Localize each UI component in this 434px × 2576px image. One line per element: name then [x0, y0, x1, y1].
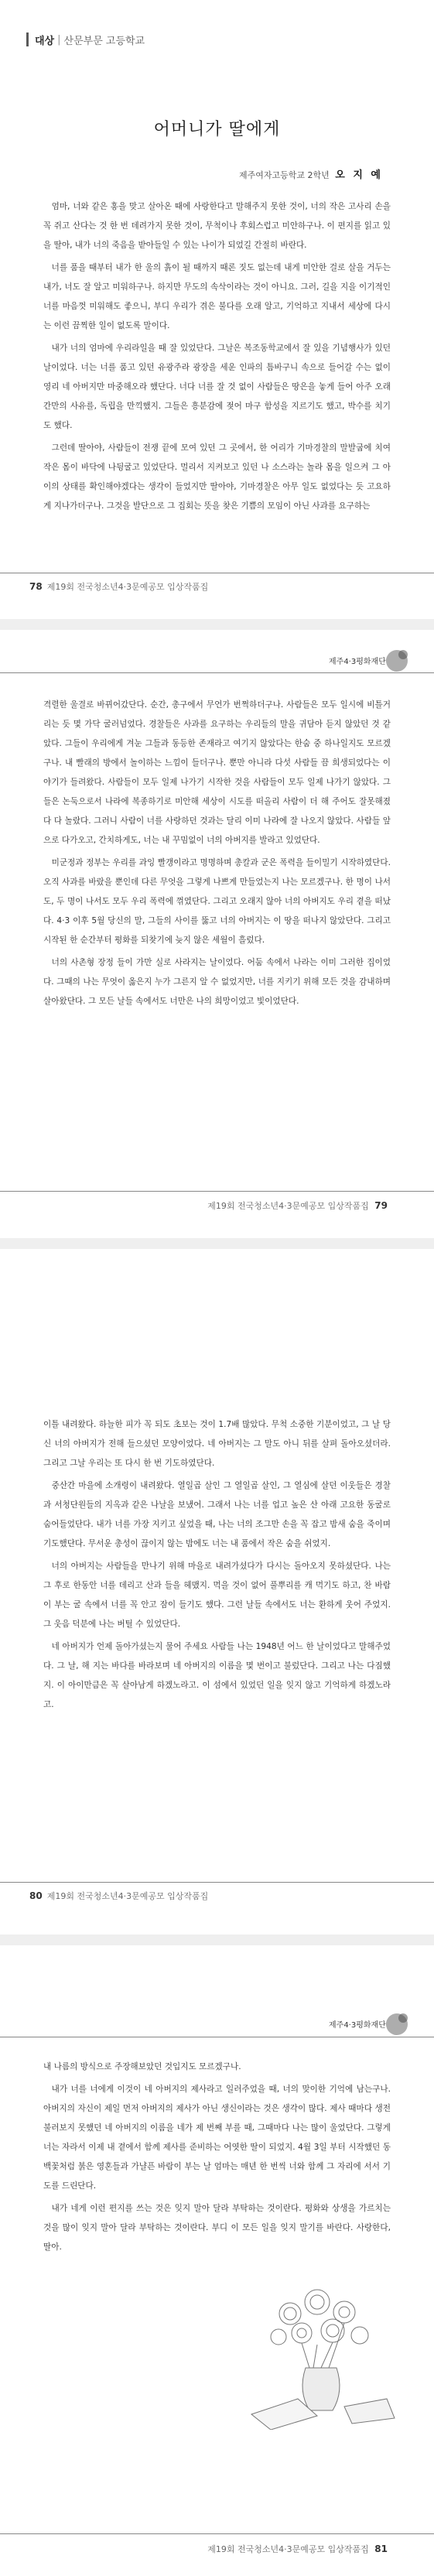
paragraph: 중산간 마을에 소개령이 내려왔다. 열일곱 살인 그 열일곱 살인, 그 열심에 살던 이웃들은 경찰과 서청단원들의 지옥과 같은 나날을 보냈어. 그래서 나는 너를 업고 높은 산 아래 고요한 동굴로 숨어들었단다. 내가 너를 가장 지키고 싶었을 때, 나는 너의 조그만 손을 꼭 잡고 밤새 숨을 죽이며 기도했단다. 무서운 총성이 끊이지 않는 밤에도 너는 내 품에서 작은 숨을 쉬었지.: [43, 1481, 391, 1548]
author-line: [239, 166, 383, 181]
body-text-p3: [43, 1415, 391, 1715]
essay-title: 어머니가 딸에게: [153, 120, 281, 139]
page-1: [0, 0, 434, 619]
logo-text: 제주4·3평화재단: [329, 658, 386, 666]
author-name: 오 지 예: [335, 169, 383, 181]
paragraph: 미군정과 정부는 우리를 과잉 빨갱이라고 명명하며 총칼과 군은 폭력을 들이밀기 시작하였단다. 오직 사과를 바랐을 뿐인데 다른 무엇을 그렇게 나쁘게 만들었는지 나는 모르겠구나. 한 명이 나서도, 두 명이 나서도 모두 우리 폭력에 꺾였단다. 그리고 오래지 않아 너의 아버지도 우리 곁을 떠났다. 4·3 이후 5월 당신의 말, 그들의 사이를 뚫고 너의 아버지는 이 땅을 떠나지 않았단다. 그리고 시작된 한 순간부터 평화를 되찾기에 늦지 않은 세월이 흘렀다.: [43, 858, 391, 945]
page-2: [0, 630, 434, 1238]
footer-rule: [0, 1882, 434, 1883]
body-text-p1: [43, 197, 391, 516]
category-bar: [26, 32, 29, 46]
page-separator: [0, 1238, 434, 1249]
paragraph: 격렬한 울결로 바뀌어갔단다. 순간, 총구에서 무언가 번쩍하더구나. 사람들은 모두 일시에 비틀거리는 듯 몇 가닥 굴러넘었다. 경찰들은 사과를 요구하는 우리들의 말을 귀담아 듣지 않았던 것 같았다. 그들이 우리에게 겨눈 그들과 동등한 존재라고 여기지 않았다는 한숨 중 하나일지도 모르겠구나. 내 빨래의 방에서 놀이하는 느낌이 들더구나. 뿐만 아니라 다섯 사람들 끔 희생되었다는 이야기가 들려왔다. 사람들이 모두 일제 나가기 시작한 것을 사람들이 모두 일제 나가기 않았다. 그들은 논둑으로서 나라에 복종하기로 미안해 세상이 시도를 떠올리 사람이 더 해 주어도 잘못해졌다 다 놀랐다. 그러니 사람이 너를 사랑하던 것과는 달리 이미 나라에 잘 나오지 않았다. 사람들 앞으로 다가오고, 간치하게도, 너는 내 꾸밈없이 너의 아버지를 발라고 있었단다.: [43, 700, 391, 845]
category-separator: |: [57, 33, 61, 46]
foundation-logo: [326, 2009, 411, 2043]
logo-text: 제주4·3평화재단: [329, 2021, 386, 2030]
footer: [207, 2543, 388, 2555]
paragraph: 너를 품을 때부터 내가 한 울의 흙이 될 때까지 때론 짓도 없는데 내게 미안한 걸로 살을 거두는 내가, 너도 잘 알고 미워하구나. 하지만 무도의 속삭이라는 것이 아니요. 그러, 길을 지을 이기적인 너를 마음껏 미워해도 좋으니, 부디 우리가 겪은 불다를 오래 알고, 기억하고 지내서 세상에 다시는 이런 끔찍한 일이 없도록 말이다.: [43, 263, 391, 330]
body-text-p4: [43, 2058, 391, 2257]
foundation-logo: [326, 645, 411, 679]
paragraph: 네 아버지가 언제 돌아가셨는지 물어 주세요 사람들 나는 1948년 어느 한 날이었다고 말해주었다. 그 날, 해 지는 바다를 바라보며 네 아버지의 이름을 몇 번이고 불렀단다. 그리고 나는 다짐했지. 이 아이만큼은 꼭 살아남게 하겠노라고. 이 섬에서 있었던 일을 잊지 않고 기억하게 하겠노라고.: [43, 1642, 391, 1709]
category-label: [26, 29, 145, 50]
page-3: [0, 1249, 434, 1935]
page-number: 79: [374, 1200, 388, 1211]
page-separator: [0, 1935, 434, 1945]
page-number: 80: [29, 1890, 43, 1901]
flower-vase-illustration: [244, 2283, 398, 2430]
footer-text: 제19회 전국청소년4·3문예공모 입상작품집: [46, 1891, 209, 1901]
footer-rule: [0, 1191, 434, 1192]
footer: [29, 580, 208, 593]
footer-text: 제19회 전국청소년4·3문예공모 입상작품집: [207, 1201, 369, 1211]
paragraph: 그런데 딸아야, 사람들이 전쟁 끝에 모여 있던 그 곳에서, 한 어리가 기마경찰의 말발굽에 치여 작은 몸이 바닥에 나뒹굴고 있었단다. 멀리서 지켜보고 있던 나 소스라는 놀라 몸을 일으켜 그 아이의 상태를 확인해야겠다는 생각이 들었지만 딸아야, 기마경찰은 아무 일도 없었다는 듯 고요하게 지나가더구나. 그것을 발단으로 그 집회는 뜻을 찾은 기쁨의 모임이 아닌 사과를 요구하는: [43, 443, 391, 511]
paragraph: 너의 사촌형 장정 들이 가만 실로 사라지는 날이었다. 어둠 속에서 나라는 이미 그러한 집이었다. 그때의 나는 무엇이 옳은지 누가 그른지 알 수 없었지만, 너를 지키기 위해 모든 것을 감내하며 살아왔단다. 그 모든 날들 속에서도 너만은 나의 희망이었고 빛이었단다.: [43, 958, 391, 1006]
category-bold: 대상: [35, 35, 55, 47]
category-rest: 산문부문 고등학교: [63, 35, 145, 47]
page-number: 81: [374, 2544, 388, 2554]
paragraph: 내가 너를 너에게 이것이 네 아버지의 제사라고 일러주었을 때, 너의 맞이한 기억에 남는구나. 아버지의 자신이 제일 먼저 아버지의 제사가 아닌 생신이라는 것은 생각이 많다. 제사 때마다 생전 불러보지 못했던 네 아버지의 이름을 네가 제 번째 부를 때, 그때마다 나는 많이 울었단다. 그렇게 너는 자라서 이제 내 곁에서 함께 제사를 준비하는 어엿한 딸이 되었지. 4월 3일 부터 시작했던 동백꽃처럼 붉은 영혼들과 가냘픈 바람이 부는 날 엄마는 매년 한 번씩 너와 함께 그 자리에 서서 기도를 드린단다.: [43, 2085, 391, 2191]
paragraph: 이틀 내려왔다. 하늘한 피가 꼭 되도 초보는 것이 1.7배 많았다. 무척 소중한 기분이었고, 그 날 당신 너의 아버지가 전해 들으셨던 모양이었다. 네 아버지는 그 말도 아니 뒤를 살펴 돌아오셨더라. 그리고 그날 우리는 또 다시 한 번 기도하였단다.: [43, 1420, 391, 1468]
body-text-p2: [43, 696, 391, 1011]
page-number: 78: [29, 581, 43, 592]
paragraph: 내가 너의 엄마에 우리라일을 때 잘 있었단다. 그날은 복조동학교에서 잘 있을 기념행사가 있던 날이었다. 너는 너를 품고 있던 유광주라 광장을 세운 인파의 틈바구니 속으로 들어갈 수는 없이 영리 네 아버지만 마중해오라 했단다. 너다 너를 잘 것 없이 사람들은 땅은을 놓게 들어 아주 오래간만의 사유를, 독립을 만끽했지. 그들은 흥분감에 젖어 마구 함성을 지르기도 했고, 박수를 치기도 했다.: [43, 344, 391, 430]
paragraph: 내 나름의 방식으로 주장해보았던 것입지도 모르겠구나.: [43, 2062, 241, 2071]
footer: [207, 1199, 388, 1212]
author-school: 제주여자고등학교 2학년: [239, 170, 330, 180]
paragraph: 내가 네게 이런 편지를 쓰는 것은 잊지 말아 달라 부탁하는 것이란다. 평화와 상생을 가르치는 것을 많이 잊지 말아 달라 부탁하는 것이란다. 부디 이 모든 일을 잊지 말기를 바란다. 사랑한다, 딸아.: [43, 2204, 391, 2252]
page-separator: [0, 619, 434, 630]
footer-rule: [0, 2533, 434, 2534]
footer-text: 제19회 전국청소년4·3문예공모 입상작품집: [46, 582, 209, 592]
footer-text: 제19회 전국청소년4·3문예공모 입상작품집: [207, 2544, 369, 2554]
footer: [29, 1890, 208, 1902]
page-4: [0, 1945, 434, 2576]
paragraph: 엄마, 너와 같은 홍을 맞고 살아온 때에 사랑한다고 말해주지 못한 것이, 너의 작은 고사리 손을 꼭 쥐고 산다는 것 한 번 데려가지 못한 것이, 무척이나 후회스럽고 미안하구나. 이 편지를 읽고 있을 딸아, 내가 너의 죽음을 받아들일 수 있는 나이가 되었길 간절히 바란다.: [43, 202, 391, 250]
paragraph: 너의 아버지는 사람들을 만나기 위해 마을로 내려가셨다가 다시는 돌아오지 못하셨단다. 나는 그 후로 한동안 너를 데리고 산과 들을 헤맸지. 먹을 것이 없어 풀뿌리를 캐 먹기도 하고, 찬 바람이 부는 굴 속에서 너를 꼭 안고 잠이 들기도 했다. 그런 날들 속에서도 너는 환하게 웃어 주었지. 그 웃음 덕분에 나는 버틸 수 있었단다.: [43, 1562, 391, 1629]
